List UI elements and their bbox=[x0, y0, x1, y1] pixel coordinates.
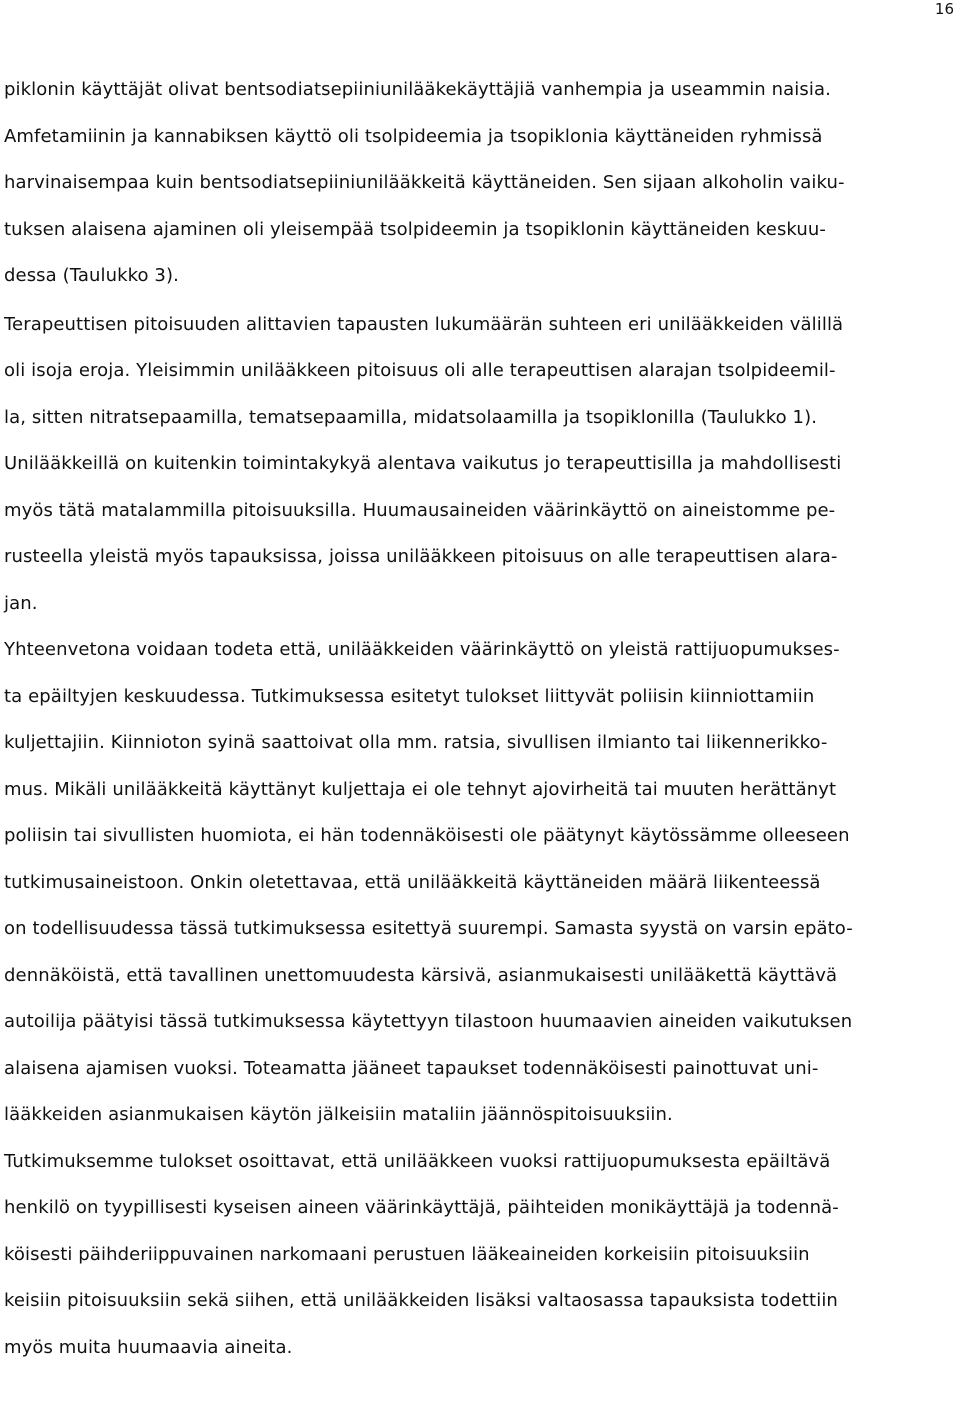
paragraph-2 bbox=[4, 302, 956, 628]
text-line: Tutkimuksemme tulokset osoittavat, että unilääkkeen vuoksi rattijuopumuksesta epäiltävä bbox=[4, 1150, 831, 1172]
text-line: mus. Mikäli unilääkkeitä käyttänyt kuljettaja ei ole tehnyt ajovirheitä tai muuten herättänyt bbox=[4, 778, 837, 800]
text-line: alaisena ajamisen vuoksi. Toteamatta jääneet tapaukset todennäköisesti painottuvat uni- bbox=[4, 1057, 819, 1079]
text-line: lääkkeiden asianmukaisen käytön jälkeisiin mataliin jäännöspitoisuuksiin. bbox=[4, 1104, 673, 1125]
paragraph-1 bbox=[4, 67, 956, 300]
text-line: tutkimusaineistoon. Onkin oletettavaa, että unilääkkeitä käyttäneiden määrä liikenteessä bbox=[4, 871, 821, 893]
text-line: henkilö on tyypillisesti kyseisen aineen väärinkäyttäjä, päihteiden monikäyttäjä ja todennä- bbox=[4, 1197, 839, 1218]
text-line: Yhteenvetona voidaan todeta että, unilääkkeiden väärinkäyttö on yleistä rattijuopumukses- bbox=[4, 639, 840, 660]
text-line: la, sitten nitratsepaamilla, tematsepaamilla, midatsolaamilla ja tsopiklonilla (Taulukko 1). bbox=[4, 406, 818, 428]
text-line: jan. bbox=[4, 592, 38, 614]
text-line: keisiin pitoisuuksiin sekä siihen, että unilääkkeiden lisäksi valtaosassa tapauksista todettiin bbox=[4, 1290, 838, 1311]
paragraph-4 bbox=[4, 1139, 956, 1372]
body-text bbox=[4, 67, 956, 1371]
text-line: harvinaisempaa kuin bentsodiatsepiiniunilääkkeitä käyttäneiden. Sen sijaan alkoholin vaiku- bbox=[4, 172, 845, 193]
text-line: kuljettajiin. Kiinnioton syinä saattoivat olla mm. ratsia, sivullisen ilmianto tai liikennerikko- bbox=[4, 732, 828, 753]
text-line: oli isoja eroja. Yleisimmin unilääkkeen pitoisuus oli alle terapeuttisen alarajan tsolpideemil- bbox=[4, 360, 836, 381]
text-line: dennäköistä, että tavallinen unettomuudesta kärsivä, asianmukaisesti unilääkettä käyttävä bbox=[4, 964, 838, 986]
text-line: myös muita huumaavia aineita. bbox=[4, 1336, 293, 1358]
text-line: ta epäiltyjen keskuudessa. Tutkimuksessa esitetyt tulokset liittyvät poliisin kiinniottamiin bbox=[4, 685, 815, 707]
text-line: poliisin tai sivullisten huomiota, ei hän todennäköisesti ole päätynyt käytössämme olleeseen bbox=[4, 825, 850, 846]
text-line: piklonin käyttäjät olivat bentsodiatsepiiniunilääkekäyttäjiä vanhempia ja useammin naisia. bbox=[4, 79, 831, 100]
text-line: dessa (Taulukko 3). bbox=[4, 265, 179, 286]
text-line: tuksen alaisena ajaminen oli yleisempää tsolpideemin ja tsopiklonin käyttäneiden keskuu- bbox=[4, 218, 826, 240]
paragraph-3 bbox=[4, 627, 956, 1139]
text-line: autoilija päätyisi tässä tutkimuksessa käytettyyn tilastoon huumaavien aineiden vaikutuksen bbox=[4, 1011, 853, 1032]
text-line: köisesti päihderiippuvainen narkomaani perustuen lääkeaineiden korkeisiin pitoisuuksiin bbox=[4, 1243, 810, 1265]
text-line: on todellisuudessa tässä tutkimuksessa esitettyä suurempi. Samasta syystä on varsin epäto- bbox=[4, 918, 853, 939]
text-line: rusteella yleistä myös tapauksissa, joissa unilääkkeen pitoisuus on alle terapeuttisen alara- bbox=[4, 546, 838, 567]
page-number: 16 bbox=[934, 0, 954, 18]
text-line: Unilääkkeillä on kuitenkin toimintakykyä alentava vaikutus jo terapeuttisilla ja mahdollisesti bbox=[4, 453, 842, 474]
text-line: Terapeuttisen pitoisuuden alittavien tapausten lukumäärän suhteen eri unilääkkeiden välillä bbox=[4, 313, 844, 335]
text-line: myös tätä matalammilla pitoisuuksilla. Huumausaineiden väärinkäyttö on aineistomme pe- bbox=[4, 499, 836, 521]
text-line: Amfetamiinin ja kannabiksen käyttö oli tsolpideemia ja tsopiklonia käyttäneiden ryhmissä bbox=[4, 125, 823, 147]
